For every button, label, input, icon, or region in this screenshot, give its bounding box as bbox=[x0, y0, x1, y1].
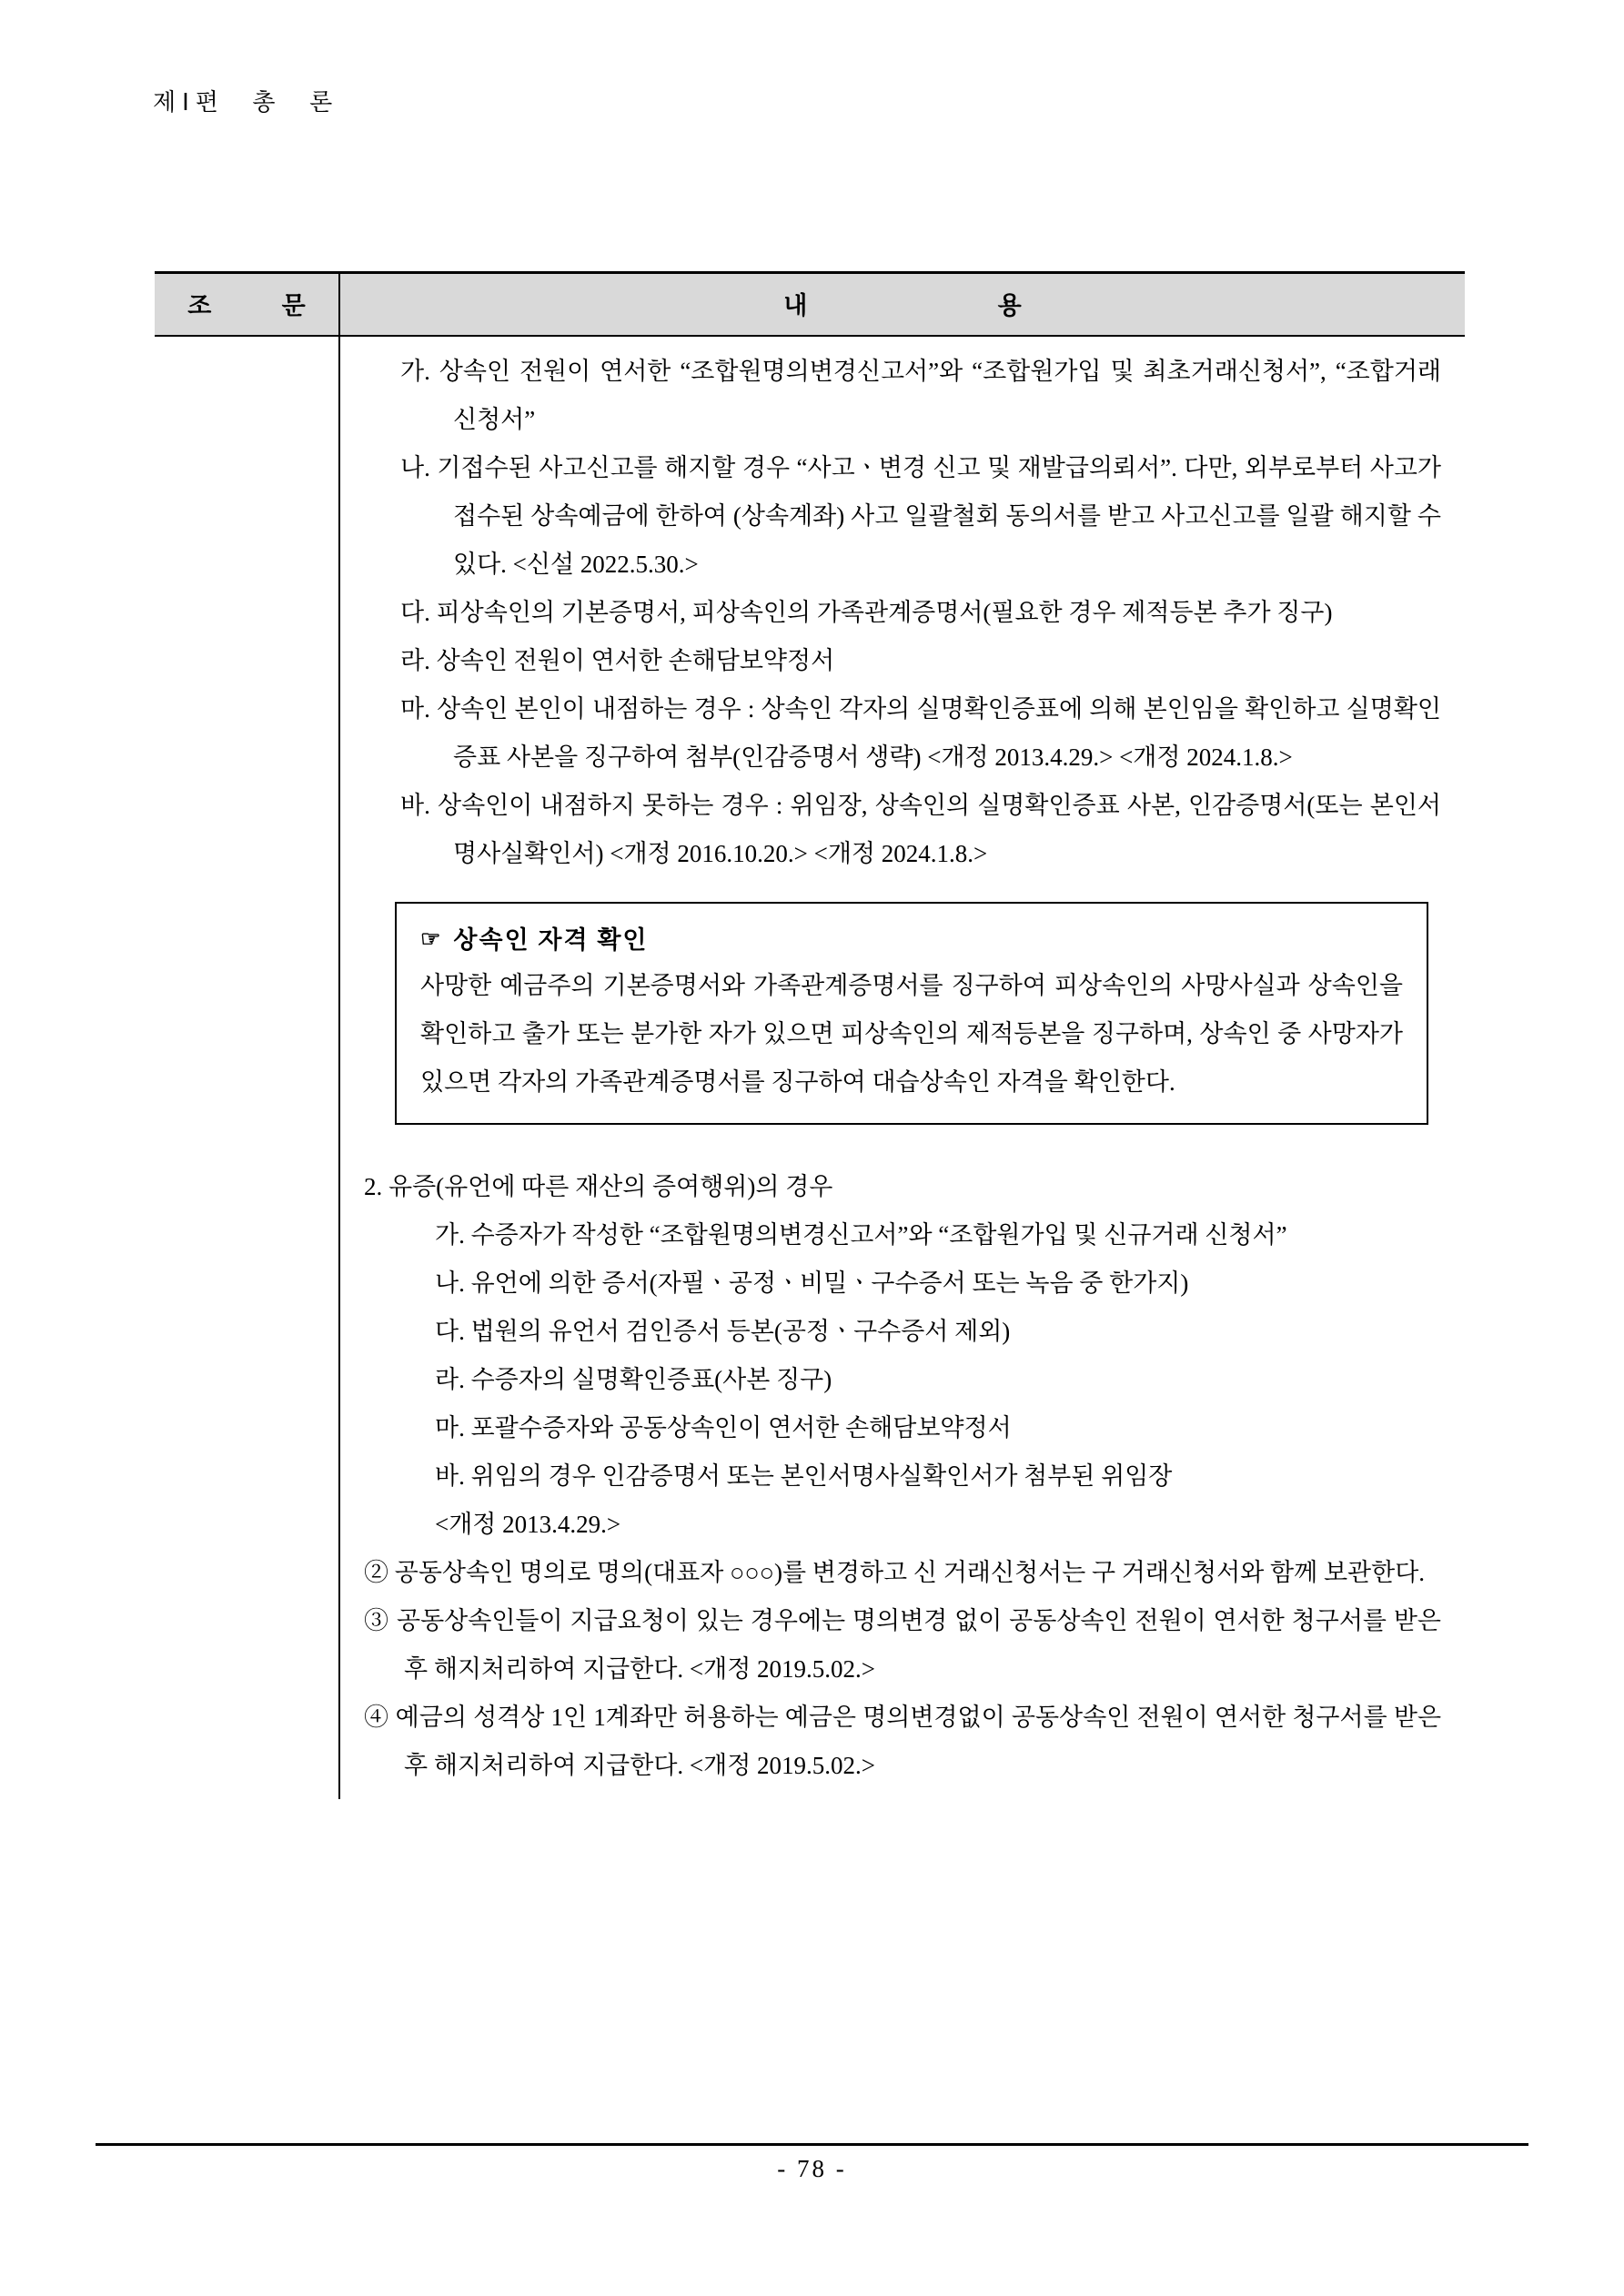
list-item-text: 수증자의 실명확인증표(사본 징구) bbox=[470, 1366, 832, 1393]
column-header-content-label: 내 용 bbox=[783, 292, 1113, 320]
list-item-text: 위임의 경우 인감증명서 또는 본인서명사실확인서가 첨부된 위임장 bbox=[470, 1462, 1173, 1490]
list-item-marker: ④ bbox=[364, 1704, 389, 1731]
section-heading-text: 유증(유언에 따른 재산의 증여행위)의 경우 bbox=[388, 1173, 833, 1200]
list-item-text: 예금의 성격상 1인 1계좌만 허용하는 예금은 명의변경없이 공동상속인 전원이 연서한 청구서를 받은 후 해지처리하여 지급한다. <개정 2019.5.02.> bbox=[395, 1704, 1442, 1779]
list-item bbox=[400, 589, 1441, 637]
pointing-hand-right-icon: ☞ bbox=[420, 927, 443, 952]
list-item-marker: 마. bbox=[400, 695, 430, 723]
list-item bbox=[435, 1259, 1441, 1308]
page-number: - 78 - bbox=[777, 2155, 847, 2182]
article-content-table bbox=[155, 271, 1465, 1799]
list-item-text: 포괄수증자와 공동상속인이 연서한 손해담보약정서 bbox=[470, 1414, 1012, 1441]
list-item-text: 공동상속인 명의로 명의(대표자 ○○○)를 변경하고 신 거래신청서는 구 거래신청서와 함께 보관한다. bbox=[394, 1559, 1426, 1586]
table-header bbox=[155, 273, 1465, 337]
table-header-row bbox=[155, 273, 1465, 337]
list-item bbox=[435, 1308, 1441, 1356]
list-item-text: 상속인 본인이 내점하는 경우 : 상속인 각자의 실명확인증표에 의해 본인임을 확인하고 실명확인증표 사본을 징구하여 첨부(인감증명서 생략) <개정 2013.4.29.> <개정 2024.1.8.> bbox=[437, 695, 1442, 771]
list-item bbox=[364, 1597, 1441, 1694]
list-item-text: 피상속인의 기본증명서, 피상속인의 가족관계증명서(필요한 경우 제적등본 추가 징구) bbox=[436, 599, 1333, 626]
table-body bbox=[155, 336, 1465, 1799]
list-item-marker: 라. bbox=[400, 647, 430, 674]
callout-title-text: 상속인 자격 확인 bbox=[453, 926, 649, 954]
list-item-marker: 나. bbox=[435, 1269, 465, 1297]
list-item-text: 상속인 전원이 연서한 손해담보약정서 bbox=[436, 647, 835, 674]
list-item-marker: 다. bbox=[400, 599, 430, 626]
list-item bbox=[364, 1694, 1441, 1790]
list-item bbox=[364, 1549, 1441, 1597]
footer-divider bbox=[96, 2143, 1528, 2146]
list-item bbox=[435, 1452, 1441, 1501]
callout-box bbox=[395, 902, 1428, 1125]
list-item-marker: 가. bbox=[400, 358, 430, 385]
cell-content bbox=[339, 336, 1465, 1799]
list-item-text: 법원의 유언서 검인증서 등본(공정ㆍ구수증서 제외) bbox=[470, 1318, 1011, 1345]
section-heading bbox=[364, 1163, 1441, 1211]
column-header-content bbox=[339, 273, 1465, 337]
list-item-text: 상속인 전원이 연서한 “조합원명의변경신고서”와 “조합원가입 및 최초거래신청서”, “조합거래신청서” bbox=[439, 358, 1442, 433]
list-item bbox=[400, 637, 1441, 685]
list-item bbox=[435, 1356, 1441, 1404]
list-item-text: <개정 2013.4.29.> bbox=[435, 1511, 621, 1538]
list-item-marker: 마. bbox=[435, 1414, 465, 1441]
list-item bbox=[400, 782, 1441, 878]
list-item-text: 기접수된 사고신고를 해지할 경우 “사고ㆍ변경 신고 및 재발급의뢰서”. 다만, 외부로부터 사고가 접수된 상속예금에 한하여 (상속계좌) 사고 일괄철회 동의서를 받고 사고신고를 일괄 해지할 수 있다. <신설 2022.5.30.> bbox=[437, 454, 1441, 578]
section-marker: 2. bbox=[364, 1173, 383, 1200]
list-item-marker: 라. bbox=[435, 1366, 465, 1393]
list-item-marker: 가. bbox=[435, 1221, 465, 1249]
list-item-text: 상속인이 내점하지 못하는 경우 : 위임장, 상속인의 실명확인증표 사본, 인감증명서(또는 본인서명사실확인서) <개정 2016.10.20.> <개정 2024.1.8.> bbox=[438, 792, 1441, 867]
list-item bbox=[400, 685, 1441, 782]
list-item-text: 유언에 의한 증서(자필ㆍ공정ㆍ비밀ㆍ구수증서 또는 녹음 중 한가지) bbox=[470, 1269, 1189, 1297]
column-header-article bbox=[155, 273, 339, 337]
list-item-marker: 바. bbox=[435, 1462, 465, 1490]
callout-title bbox=[420, 918, 1403, 962]
list-item-marker: 바. bbox=[400, 792, 430, 819]
cell-article bbox=[155, 336, 339, 1799]
content-body bbox=[364, 348, 1441, 1790]
list-item-marker: 나. bbox=[400, 454, 430, 481]
list-item-marker: 다. bbox=[435, 1318, 465, 1345]
list-item-continuation bbox=[435, 1501, 1441, 1549]
table-row bbox=[155, 336, 1465, 1799]
list-item-marker: ③ bbox=[364, 1607, 390, 1634]
running-head: 제I편 총 론 bbox=[153, 89, 339, 116]
list-item bbox=[400, 348, 1441, 444]
callout-body: 사망한 예금주의 기본증명서와 가족관계증명서를 징구하여 피상속인의 사망사실과 상속인을 확인하고 출가 또는 분가한 자가 있으면 피상속인의 제적등본을 징구하며, 상속인 중 사망자가 있으면 각자의 가족관계증명서를 징구하여 대습상속인 자격을 확인한다. bbox=[420, 972, 1403, 1096]
list-item-text: 공동상속인들이 지급요청이 있는 경우에는 명의변경 없이 공동상속인 전원이 연서한 청구서를 받은 후 해지처리하여 지급한다. <개정 2019.5.02.> bbox=[397, 1607, 1442, 1683]
list-item bbox=[435, 1211, 1441, 1259]
list-item-text: 수증자가 작성한 “조합원명의변경신고서”와 “조합원가입 및 신규거래 신청서” bbox=[470, 1221, 1287, 1249]
list-item-marker: ② bbox=[364, 1559, 388, 1586]
list-item bbox=[400, 444, 1441, 589]
spacer bbox=[364, 1125, 1441, 1163]
column-header-article-label: 조 문 bbox=[187, 292, 337, 320]
list-item bbox=[435, 1404, 1441, 1452]
